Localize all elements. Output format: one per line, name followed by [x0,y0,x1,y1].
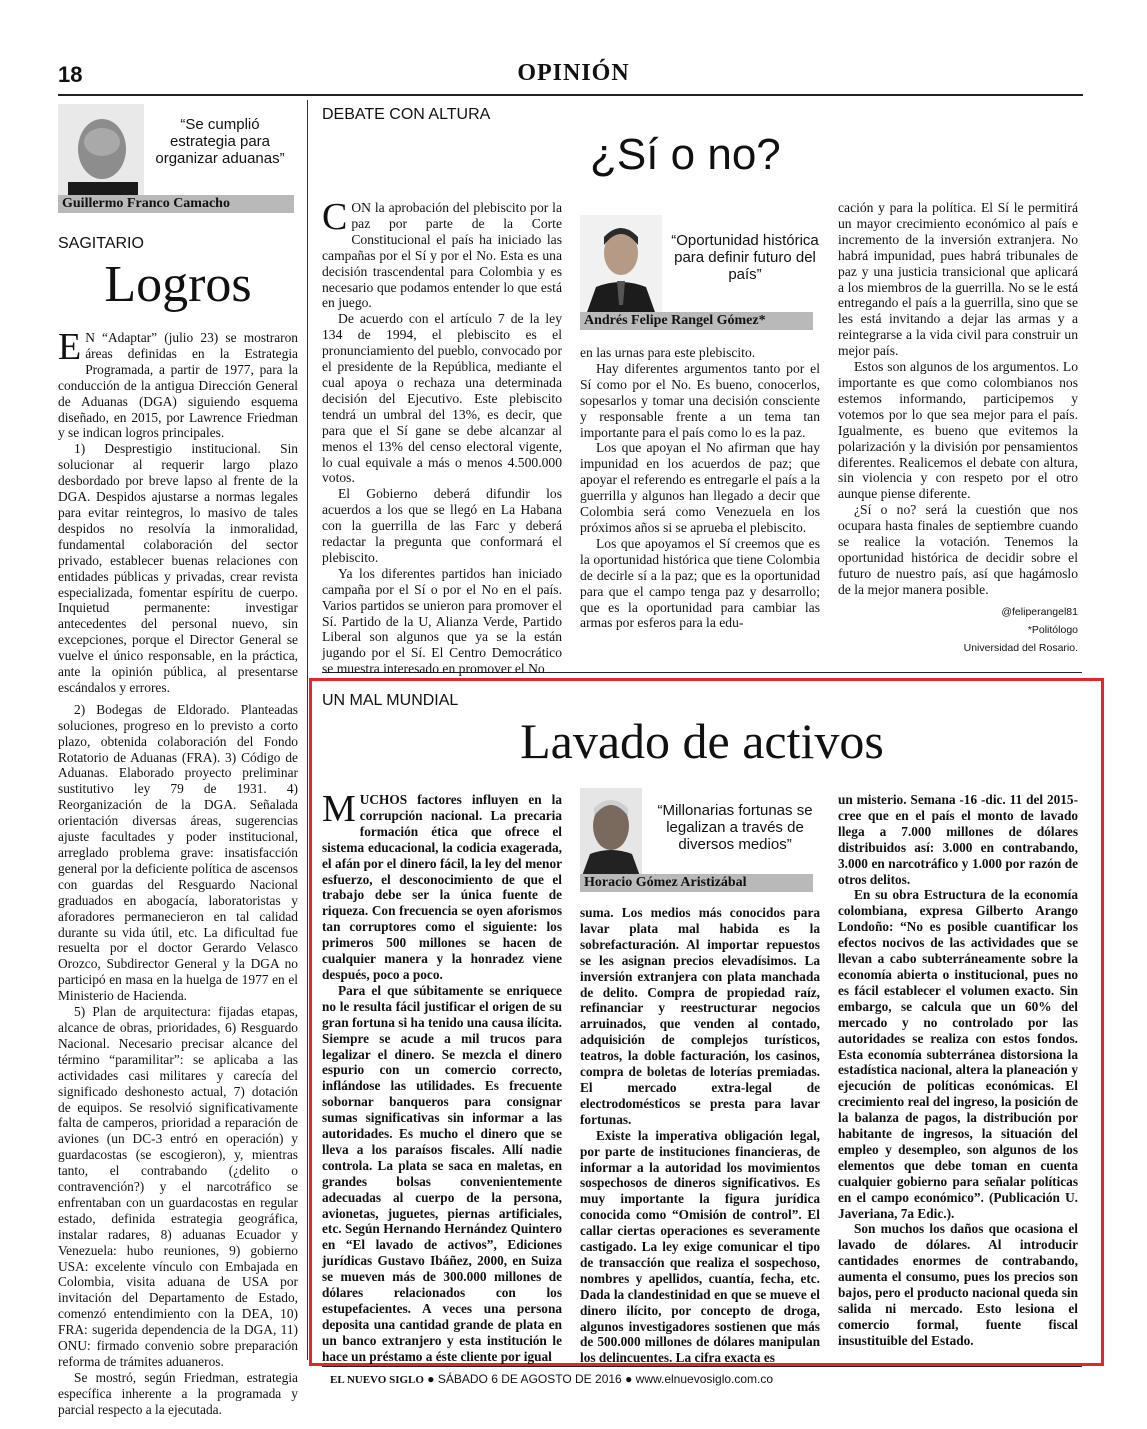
article-body-logros [58,326,298,1418]
mundial-column-1 [322,788,562,1365]
signoff-title: *Politólogo [1027,624,1078,636]
paragraph: 5) Plan de arquitectura: fijadas etapas, alcance de obras, prioridades, 6) Resguardo Nacional. Necesario precisar alcance del término “paramilitar”: se aplicaba a las actividades casi militares y carecía del significado deshonesto actual, 7) dotación de equipos. Se resolvió significativamente falta de camperos, prioridad a reparación de aviones (un DC-3 entró en operación) y guardacostas (se escogieron), y, mientras tanto, el contrabando (¿delito o contravención?) y el narcotráfico se enfrentaban con un guardacostas en regular estado, definida estrategia geográfica, instalar radares, 8) aduanas Ecuador y Venezuela: hubo reuniones, 9) gobierno USA: excelente vínculo con Embajada en Colombia, visita aduana de USA por invitación del Departamento de Estado, comenzó entendimiento con la DEA, 10) FRA: sugerida dependencia de la DGA, 11) ONU: firmado convenio sobre preparación reforma de trámites aduaneros. [58,1004,298,1369]
debate-signoff [838,603,1078,657]
page-number: 18 [58,62,83,87]
debate-column-3 [838,200,1078,598]
article-title-lavado: Lavado de activos [520,713,884,769]
footer-bullet-icon: ● [625,1372,633,1386]
author-photo-franco [58,104,144,204]
author-photo-rangel [580,215,662,315]
footer-date: SÁBADO 6 DE AGOSTO DE 2016 [437,1372,622,1386]
signoff-affiliation: Universidad del Rosario. [963,642,1078,654]
article-title-logros: Logros [104,256,252,313]
debate-column-2 [580,345,820,631]
paragraph: 2) Bodegas de Eldorado. Planteadas soluciones, progreso en lo previsto a corto plazo, obtenida colaboración del Fondo Rotatorio de Aduanas (FRA). 3) Código de Aduanas. Elaborado proyecto preliminar sustitutivo ley 79 de 1931. 4) Reorganización de la DGA. Señalada orientación diversas áreas, sugerencias ajuste facultades y poder institucional, arreglado problema grave: insatisfacción general por la deficiente política de ascensos con guardas del Resguardo Nacional graduados en abogacía, laboratoristas y aforadores permanecieron en tal calidad durante su vida útil, etc. La dificultad fue resuelta por el doctor Gerardo Velasco Orozco, Subdirector General y la DGA no participó en masa en la huelga de 1977 en el Ministerio de Hacienda. [58,701,298,1004]
author-quote-gomez: “Millonarias fortunas se legalizan a través de diversos medios” [657,802,813,853]
footer-url[interactable]: www.elnuevosiglo.com.co [635,1372,774,1386]
paragraph: Los que apoyan el No afirman que hay impunidad en los acuerdos de paz; que apoyar el referendo es entregarle el país a la guerrilla y algunos han llegado a decir que Colombia será como Venezuela en los próximos años si se aprueba el plebiscito. [580,440,820,535]
paragraph: Existe la imperativa obligación legal, por parte de instituciones financieras, de informar a la autoridad los movimientos sospechosos de dineros significativos. Es muy importante la figura jurídica conocida como “Omisión de control”. El callar ciertas operaciones es severamente castigado. La ley exige comunicar el tipo de transacción que realiza el sospechoso, nombres y apellidos, cuantía, fecha, etc. Dada la clandestinidad en que se mueve el dinero ilícito, por concepto de droga, algunos investigadores sostienen que más de 500.000 millones de dólares manipulan los delincuentes. La cifra exacta es [580,1127,820,1366]
paragraph: cación y para la política. El Sí le permitirá un mayor crecimiento económico al país e incremento de la inversión extranjera. No habrá impunidad, pues habrá tribunales de paz y una justicia transicional que aplicará a los miembros de la guerrilla. No se le está entregando el país a la guerrilla, sino que se les está invitando a dejar las armas y a reintegrarse a la vida civil para construir un mejor país. [838,200,1078,359]
paragraph: Para el que súbitamente se enriquece no le resulta fácil justificar el origen de su gran fortuna si ha tenido una causa ilícita. Siempre se acude a mil trucos para legalizar el dinero. Se mezcla el dinero espurio con un comercio correcto, inflándose las utilidades. Es frecuente sobornar banqueros para consignar sumas significativas sin informar a las autoridades. Es mucho el dinero que se lleva a los paraísos fiscales. Allí nadie controla. La plata se saca en maletas, en grandes bolsas convenientemente adecuadas al cuerpo de la persona, avionetas, juguetes, piernas artificiales, etc. Según Hernando Hernández Quintero en “El lavado de activos”, Ediciones jurídicas Gustavo Ibáñez, 2000, en Suiza se mueven más de 300.000 millones de dólares relacionados con los estupefacientes. A veces una persona deposita una cantidad grande de plata en un banco extranjero y esta institución le hace un préstamo a éste cliente por igual [322,982,562,1364]
author-name-gomez: Horacio Gómez Aristizábal [580,874,813,892]
kicker-debate: DEBATE CON ALTURA [322,106,491,123]
dropcap: M [322,788,356,830]
mundial-column-3 [838,792,1078,1349]
paragraph: N “Adaptar” (julio 23) se mostraron áreas definidas en la Estrategia Programada, a partir de 1977, para la conducción de la antigua Dirección General de Aduanas (DGA) siguiendo esquema diseñado, en 2015, por Lawrence Friedman y se indican logros principales. [58,330,298,441]
paragraph: un misterio. Semana -16 -dic. 11 del 2015- cree que en el país el monto de lavado llega a 7.000 millones de dólares distribuidos así: 3.000 en contrabando, 3.000 en narcotráfico y 1.000 por razón de otros delitos. [838,792,1078,887]
dropcap: E [58,326,82,368]
footer [330,1372,1090,1386]
paragraph: Los que apoyamos el Sí creemos que es la oportunidad histórica que tiene Colombia de decirle sí a la paz; que es la oportunidad para que el campo tenga paz y desarrollo; que es la oportunidad para cambiar las armas por esferos para la edu- [580,535,820,631]
signoff-twitter: @feliperangel81 [1001,606,1078,618]
mundial-column-2 [580,905,820,1366]
section-title: OPINIÓN [517,60,630,86]
header-rule [58,94,1083,96]
paragraph: El Gobierno deberá difundir los acuerdos a los que se llegó en La Habana con la guerrilla de las Farc y deberá redactar la pregunta que conformará el plebiscito. [322,486,562,565]
paragraph: Ya los diferentes partidos han iniciado campaña por el Sí o por el No en el país. Varios partidos se unieron para promover el Sí. Partido de la U, Alianza Verde, Partido Liberal son algunos que ya se la están jugando por el Sí. El Centro Democrático se muestra interesado en promover el No [322,565,562,677]
author-quote-franco: “Se cumplió estrategia para organizar aduanas” [155,116,285,167]
column-divider-left [307,100,308,1360]
author-name-franco: Guillermo Franco Camacho [58,195,294,213]
paragraph: UCHOS factores influyen en la corrupción nacional. La precaria formación ética que ofrece el sistema educacional, la codicia exagerada, el afán por el dinero fácil, la ley del menor esfuerzo, el desconocimiento de que el trabajo debe ser la única fuente de riqueza. Con frecuencia se oyen aforismos tan corruptores como el siguiente: los primeros 500 millones se hacen de cualquier manera y la honradez viene después, poco a poco. [322,792,562,982]
paragraph: ON la aprobación del plebiscito por la paz por parte de la Corte Constitucional el país ha iniciado las campañas por el Sí y por el No. Esta es una decisión trascendental para Colombia y es necesario que podamos entender lo que está en juego. [322,200,562,311]
footer-brand: EL NUEVO SIGLO [330,1374,424,1386]
paragraph: En su obra Estructura de la economía colombiana, expresa Gilberto Arango Londoño: “No es posible cuantificar los efectos nocivos de las actividades que se llevan a cabo subterráneamente sobre la economía abierta o institucional, pues no es fácil establecer el volumen exacto. Sin embargo, se calcula que un 60% del mercado y no controlado por las autoridades se realiza con estos fondos. Esta economía subterránea distorsiona la estadística nacional, altera la planeación y ejecución de políticas económicas. El crecimiento real del ingreso, la posición de la balanza de pagos, la distribución por habitante de ingresos, la situación del empleo y desempleo, son algunos de los elementos que debe toman en cuenta cualquier gobierno para señalar políticas en el campo económico”. (Publicación U. Javeriana, 7a Edic.). [838,887,1078,1221]
author-name-rangel: Andrés Felipe Rangel Gómez* [580,312,813,330]
kicker-mundial: UN MAL MUNDIAL [322,692,459,709]
paragraph: Estos son algunos de los argumentos. Lo importante es que como colombianos nos estemos informando, participemos y votemos por lo que sea mejor para el país. Igualmente, es bueno que evitemos la polarización y la división por pensamientos diferentes. Realicemos el debate con altura, sin violencia y con respeto por el otro aunque piense diferente. [838,359,1078,502]
paragraph: en las urnas para este plebiscito. [580,345,756,360]
paragraph: Son muchos los daños que ocasiona el lavado de dólares. Al introducir cantidades enormes de contrabando, aumenta el consumo, pues los precios son bajos, pero el producto nacional queda sin salida ni mercado. Esto lesiona el comercio formal, fuente fiscal insustituible del Estado. [838,1221,1078,1348]
debate-column-1 [322,196,562,677]
footer-bullet-icon: ● [427,1372,435,1386]
paragraph: Se mostró, según Friedman, estrategia específica inherente a la programada y parcial respecto a la ejecutada. [58,1369,298,1417]
paragraph: 1) Desprestigio institucional. Sin solucionar al requerir largo plazo desbordado por breve lapso al frente de la DGA. Despidos ajustarse a normas legales para evitar reintegros, lo masivo de tales despidos no resolvía la inmoralidad, fundamental colaboración del sector privado, establecer buenas relaciones con entidades públicas y privadas, crear revista especializada, fomentar espíritu de cuerpo. Inquietud permanente: investigar antecedentes del personal nuevo, sin excepciones, porque el Director General se vuelve el único responsable, en la práctica, ante la opinión pública, al presentarse escándalos y errores. [58,441,298,695]
article-title-si-o-no: ¿Sí o no? [590,130,781,179]
footer-rule [322,1366,1082,1367]
dropcap: C [322,196,348,238]
paragraph: suma. Los medios más conocidos para lavar plata mal habida es la sobrefacturación. Al importar repuestos se les asignan precios elevadísimos. La inversión extranjera con plata manchada de delito. Compra de propiedad raíz, refinanciar y reestructurar negocios arruinados, que venden al contado, adquisición de complejos turísticos, teatros, la doble facturación, los casinos, compra de boletas de loterías premiadas. El mercado extra-legal de electrodomésticos se presta para lavar fortunas. [580,905,820,1127]
paragraph: De acuerdo con el artículo 7 de la ley 134 de 1994, el plebiscito es el pronunciamiento del pueblo, convocado por el presidente de la República, mediante el cual apoya o rechaza una determinada decisión del Ejecutivo. Este plebiscito tendrá un umbral del 13%, es decir, que para que el Sí gane se debe alcanzar al menos el 13% del censo electoral vigente, lo cual equivale a más o menos 4.500.000 votos. [322,311,562,486]
author-photo-gomez [580,788,642,876]
kicker-sagitario: SAGITARIO [58,235,144,252]
paragraph: ¿Sí o no? será la cuestión que nos ocupara hasta finales de septiembre cuando se realice la votación. Tenemos la oportunidad histórica de decidir sobre el futuro de nuestro país, así que hagámoslo de la mejor manera posible. [838,502,1078,597]
author-quote-rangel: “Oportunidad histórica para definir futuro del país” [671,232,819,283]
paragraph: Hay diferentes argumentos tanto por el Sí como por el No. Es bueno, conocerlos, sopesarlos y tomar una decisión consciente y responsable frente a un tema tan importante para el país como lo es la paz. [580,360,820,440]
